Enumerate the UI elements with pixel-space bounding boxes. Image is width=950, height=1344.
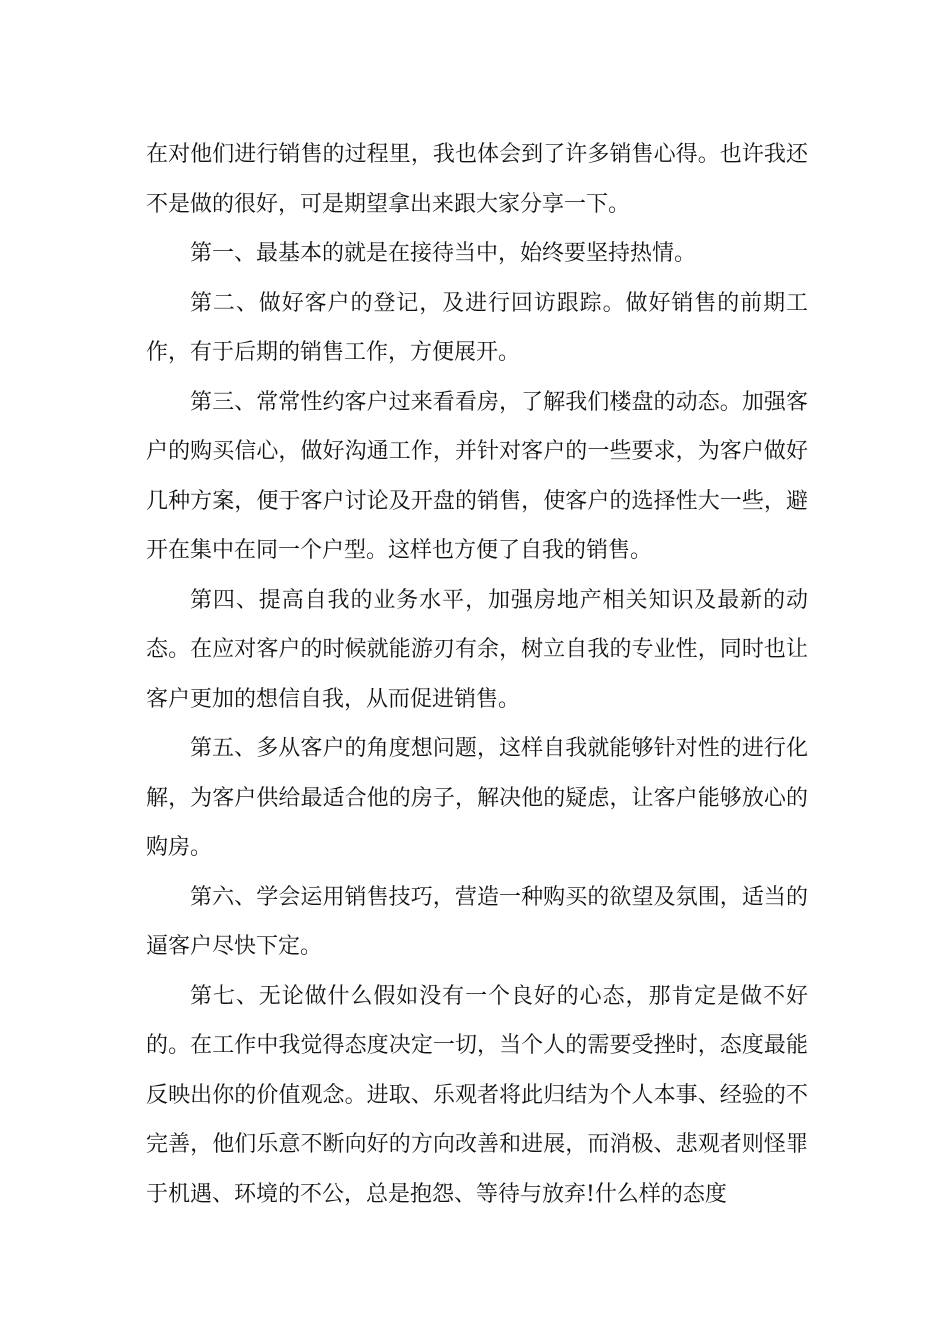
- paragraph-intro-continued: 在对他们进行销售的过程里，我也体会到了许多销售心得。也许我还不是做的很好，可是期望拿出来跟大家分享一下。: [146, 142, 808, 217]
- paragraph-point-6: 第六、学会运用销售技巧，营造一种购买的欲望及氛围，适当的逼客户尽快下定。: [146, 884, 808, 959]
- paragraph-point-1: 第一、最基本的就是在接待当中，始终要坚持热情。: [190, 241, 697, 266]
- paragraph-point-3: 第三、常常性约客户过来看看房，了解我们楼盘的动态。加强客户的购买信心，做好沟通工作，并针对客户的一些要求，为客户做好几种方案，便于客户讨论及开盘的销售，使客户的选择性大一些，避开在集中在同一个户型。这样也方便了自我的销售。: [146, 389, 808, 563]
- paragraph-point-7: 第七、无论做什么假如没有一个良好的心态，那肯定是做不好的。在工作中我觉得态度决定一切，当个人的需要受挫时，态度最能反映出你的价值观念。进取、乐观者将此归结为个人本事、经验的不完善，他们乐意不断向好的方向改善和进展，而消极、悲观者则怪罪于机遇、环境的不公，总是抱怨、等待与放弃!什么样的态度: [146, 983, 808, 1207]
- paragraph-point-2: 第二、做好客户的登记，及进行回访跟踪。做好销售的前期工作，有于后期的销售工作，方便展开。: [146, 290, 808, 365]
- paragraph-point-4: 第四、提高自我的业务水平，加强房地产相关知识及最新的动态。在应对客户的时候就能游刃有余，树立自我的专业性，同时也让客户更加的想信自我，从而促进销售。: [146, 587, 808, 712]
- document-body: [146, 130, 808, 1219]
- paragraph-point-5: 第五、多从客户的角度想问题，这样自我就能够针对性的进行化解，为客户供给最适合他的房子，解决他的疑虑，让客户能够放心的购房。: [146, 736, 808, 860]
